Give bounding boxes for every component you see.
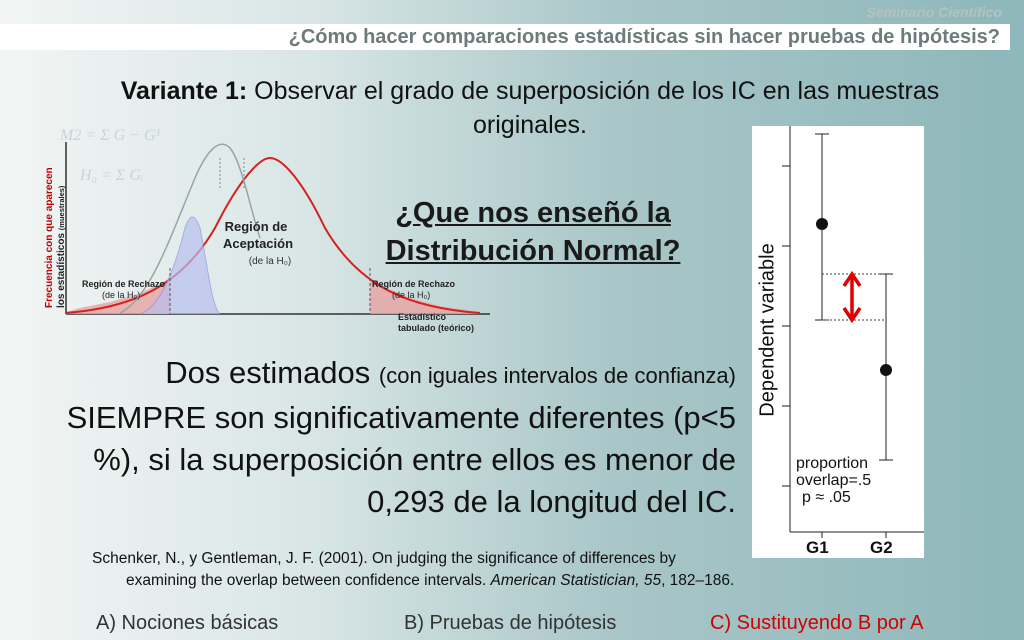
acceptance-label-3: (de la H₀) <box>248 256 292 267</box>
slide-title: ¿Cómo hacer comparaciones estadísticas sin hacer pruebas de hipótesis? <box>288 26 1000 48</box>
y-axis-label-2: los estadísticos (muestrales) <box>56 185 67 308</box>
normal-distribution-title: ¿Que nos enseñó la Distribución Normal? <box>385 197 681 267</box>
reject-left-label-1: Región de Rechazo <box>82 279 166 289</box>
overlap-arrow-icon <box>844 274 860 320</box>
footer-nav <box>0 610 1024 640</box>
tabulated-label-1: Estadístico <box>398 312 447 322</box>
overlap-line-1: proportion <box>796 455 869 472</box>
overlap-line-3: p ≈ .05 <box>802 489 851 506</box>
footer-item-c[interactable]: C) Sustituyendo B por A <box>710 612 924 634</box>
x-label-g2: G2 <box>870 538 893 557</box>
reject-right-label-2: (de la H₀) <box>392 290 431 300</box>
svg-text:M2 = Σ G − G¹: M2 = Σ G − G¹ <box>60 127 161 144</box>
x-label-g1: G1 <box>806 538 829 557</box>
overlap-annotation <box>796 455 871 506</box>
acceptance-label-1: Región de <box>224 219 288 234</box>
overlap-line-2: overlap=.5 <box>796 472 872 489</box>
footer-item-b[interactable]: B) Pruebas de hipótesis <box>404 612 617 634</box>
plot-y-axis-label: Dependent variable <box>756 243 779 417</box>
main-part-1: Dos estimados <box>165 355 379 390</box>
footer-item-a[interactable]: A) Nociones básicas <box>96 612 279 634</box>
y-axis-label-1: Frecuencia con que aparecen <box>44 167 55 308</box>
main-statement <box>40 352 736 523</box>
slide-header <box>0 24 1010 50</box>
reject-left-label-2: (de la H₀) <box>102 290 141 300</box>
seminar-label: Seminario Científico <box>866 4 1002 20</box>
citation-line-2: examining the overlap between confidence intervals. American Statistician, 55, 182–186. <box>126 572 735 589</box>
g1-point <box>816 218 828 230</box>
acceptance-label-2: Aceptación <box>222 236 294 251</box>
svg-text:H₀ = Σ Gᵢ: H₀ = Σ Gᵢ <box>80 167 144 184</box>
tabulated-label-2: tabulado (teórico) <box>398 323 474 333</box>
citation-line-1: Schenker, N., y Gentleman, J. F. (2001). On judging the significance of differences by <box>92 550 676 567</box>
main-part-3: SIEMPRE son significativamente diferentes (p<5 %), si la superposición entre ellos es menor de 0,293 de la longitud del IC. <box>66 400 736 519</box>
citation <box>92 548 812 592</box>
g2-point <box>880 364 892 376</box>
reject-right-label-1: Región de Rechazo <box>372 279 456 289</box>
variante-label: Variante 1: <box>120 77 248 105</box>
variante-text: Observar el grado de superposición de los IC en las muestras originales. <box>247 77 940 139</box>
main-part-2: (con iguales intervalos de confianza) <box>378 363 736 388</box>
